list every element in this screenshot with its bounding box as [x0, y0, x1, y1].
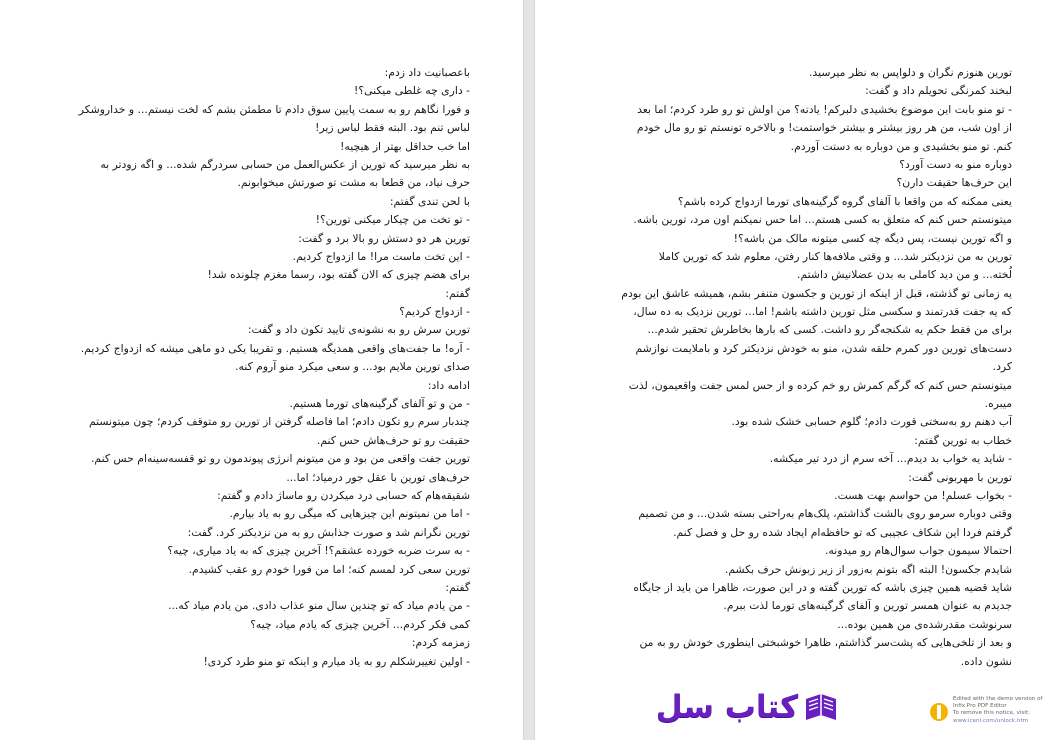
left-page-line: تورین نگرانم شد و صورت جذابش رو به من نزدیکتر کرد. گفت:: [187, 525, 470, 539]
right-page-line: نشون داده.: [960, 654, 1012, 668]
demo-version-notice: [929, 696, 1063, 740]
right-page-line: از اون شب، من هر روز بیشتر و بیشتر خواستمت! و بالاخره تونستم تو رو مال خودم: [636, 121, 1012, 135]
right-page-line: شایدم جکسون! البته اگه بتونم به‌زور از زیر زبونش حرف بکشم.: [724, 562, 1012, 576]
left-page-line: - داری چه غلطی میکنی؟!: [354, 84, 470, 98]
left-page-line: حقیقت رو تو حرف‌هاش حس کنم.: [316, 433, 470, 447]
right-page-line: دوباره منو به دست آورد؟: [899, 157, 1012, 171]
right-page-line: کرد.: [992, 360, 1012, 374]
book-icon: [804, 690, 838, 724]
left-page-line: تورین سعی کرد لمسم کنه؛ اما من فورا خودم رو عقب کشیدم.: [188, 562, 470, 576]
right-page-line: تورین هنوزم نگران و دلواپس به نظر میرسید.: [808, 66, 1012, 79]
right-page-line: میتونستم حس کنم که متعلق به کسی هستم... اما حس نمیکنم اون مرد، تورین باشه.: [633, 213, 1012, 227]
right-page-line: تورین با مهربونی گفت:: [908, 470, 1012, 484]
left-page-line: و فورا نگاهم رو به سمت پایین سوق دادم تا مطمئن بشم که لخت نیستم... و خداروشکر: [78, 102, 470, 116]
right-page-line: یعنی ممکنه که من واقعا با آلفای گروه گرگینه‌های تورما ازدواج کرده باشم؟: [677, 194, 1012, 208]
left-page-text: [60, 64, 470, 671]
right-page-line: دست‌های تورین دور کمرم حلقه شدن، منو به خودش نزدیکتر کرد و باملایمت نوازشم: [635, 341, 1012, 355]
right-page-line: میتونستم حس کنم که گرگم کمرش رو خم کرده و از حس لمس جفت واقعیمون، لذت: [628, 378, 1012, 392]
left-page-line: - آره! ما جفت‌های واقعی همدیگه هستیم. و تقریبا یکی دو ماهی میشه که ازدواج کردیم.: [80, 341, 470, 355]
right-page-line: کنم. تو منو بخشیدی و من دوباره به دستت آوردم.: [790, 139, 1012, 153]
left-page-line: اما خب حداقل بهتر از هیچیه!: [340, 139, 470, 153]
right-page-line: تورین به من نزدیکتر شد... و وقتی ملافه‌ها کنار رفتن، معلوم شد که تورین کاملا: [658, 249, 1012, 263]
right-page-line: برای من فقط حکم یه شکنجه‌گر رو داشت. کسی که بارها بخاطرش تحقیر شدم...: [647, 323, 1012, 337]
left-page-line: - من و تو آلفای گرگینه‌های تورما هستیم.: [289, 397, 470, 411]
left-page-line: با لحن تندی گفتم:: [389, 194, 470, 208]
right-page-line: و بعد از تلخی‌هایی که پشت‌سر گذاشتم، ظاهرا خوشبختی اینطوری خودش رو به من: [639, 636, 1012, 650]
right-page-line: که یه جفت قدرتمند و سکسی مثل تورین داشته باشم! اما... تورین نزدیک به ده سال،: [633, 305, 1012, 319]
right-page-line: وقتی دوباره سرمو روی بالشت گذاشتم، پلک‌هام به‌راحتی بسته شدن... و من تصمیم: [638, 507, 1012, 521]
left-page-line: ادامه داد:: [427, 378, 470, 392]
left-page-line: - این تخت ماست مرا! ما ازدواج کردیم.: [292, 249, 470, 263]
right-page-line: لبخند کمرنگی تحویلم داد و گفت:: [865, 84, 1012, 98]
left-page-line: صدای تورین ملایم بود... و سعی میکرد منو آروم کنه.: [235, 360, 470, 374]
left-page-line: - ازدواج کردیم؟: [399, 305, 470, 319]
right-page-line: و اگه تورین نیست، پس دیگه چه کسی میتونه مالک من باشه؟!: [733, 231, 1012, 245]
left-page-line: گفتم:: [445, 580, 470, 594]
right-page-line: شاید قضیه همین چیزی باشه که تورین گفته و در این صورت، ظاهرا من باید از جایگاه: [633, 580, 1012, 594]
page-gutter: [524, 0, 534, 740]
right-page-line: احتمالا سیمون جواب سوال‌هام رو میدونه.: [825, 544, 1012, 558]
left-page-line: لباس تنم بود. البته فقط لباس زیر!: [315, 121, 470, 135]
left-page-line: - اما من نمیتونم این چیزهایی که میگی رو به یاد بیارم.: [229, 507, 470, 521]
left-page: [0, 0, 524, 740]
left-page-line: تورین هر دو دستش رو بالا برد و گفت:: [298, 231, 470, 245]
left-page-line: - تو تخت من چیکار میکنی تورین؟!: [315, 213, 470, 227]
infix-logo-icon: [929, 702, 949, 722]
left-page-line: برای هضم چیزی که الان گفته بود، رسما مغزم چلونده شد!: [207, 268, 470, 282]
right-page-text: [599, 64, 1012, 671]
ketabsel-logo: [647, 684, 847, 730]
left-page-line: باعصبانیت داد زدم:: [384, 66, 470, 79]
right-page-line: خطاب به تورین گفتم:: [914, 433, 1012, 447]
right-page-line: گرفتم فردا این شکاف عجیبی که تو حافظه‌ام ایجاد شده رو حل و فصل کنم.: [673, 525, 1012, 539]
left-page-line: حرف نیاد، من قطعا به مشت تو صورتش میخوابونم.: [237, 176, 470, 190]
left-page-line: کمی فکر کردم... آخرین چیزی که یادم میاد، چیه؟: [250, 617, 470, 631]
right-page-line: یه زمانی تو گذشته، قبل از اینکه از تورین و جکسون متنفر بشم، همیشه عاشق این بودم: [621, 286, 1012, 300]
left-page-line: گفتم:: [445, 286, 470, 300]
right-page-line: - شاید یه خواب بد دیدم... آخه سرم از درد تیر میکشه.: [769, 452, 1012, 466]
logo-text: کتاب سل: [655, 689, 799, 725]
left-page-line: - به سرت ضربه خورده عشقم؟! آخرین چیزی که به یاد میاری، چیه؟: [167, 544, 470, 558]
left-page-line: زمزمه کردم:: [411, 636, 470, 650]
right-page-line: - تو منو بابت این موضوع بخشیدی دلبرکم! یادته؟ من اولش تو رو طرد کردم؛ اما بعد: [637, 102, 1012, 116]
right-page-line: میبره.: [984, 397, 1012, 411]
left-page-line: - من یادم میاد که تو چندین سال منو عذاب دادی. من یادم میاد که...: [168, 599, 470, 613]
unlock-link[interactable]: www.iceni.com/unlock.htm: [953, 717, 1029, 724]
right-page-line: آب دهنم رو به‌سختی قورت دادم؛ گلوم حسابی خشک شده بود.: [731, 415, 1012, 429]
right-page: [534, 0, 1063, 740]
right-page-line: - بخواب عسلم! من حواسم بهت هست.: [834, 488, 1012, 502]
notice-line-2: Infix Pro PDF Editor: [953, 703, 1007, 710]
right-page-line: لُخته... و من دید کاملی به بدن عضلانیش داشتم.: [797, 268, 1012, 282]
left-page-line: - اولین تغییرشکلم رو به یاد میارم و اینکه تو منو طرد کردی!: [203, 654, 470, 668]
right-page-line: جدیدم به عنوان همسر تورین و آلفای گرگینه‌های تورما لذت ببرم.: [723, 599, 1012, 613]
notice-line-1: Edited with the demo version of: [953, 696, 1043, 702]
right-page-line: سرنوشت مقدرشده‌ی من همین بوده...: [837, 617, 1012, 631]
notice-text: [953, 696, 1043, 725]
left-page-line: تورین سرش رو به نشونه‌ی تایید تکون داد و گفت:: [247, 323, 470, 337]
left-page-line: چندبار سرم رو تکون دادم؛ اما فاصله گرفتن از تورین رو متوقف کردم؛ چون میتونستم: [88, 415, 470, 429]
left-page-line: حرف‌های تورین با عقل جور درمیاد؛ اما...: [286, 470, 470, 484]
left-page-line: به نظر میرسید که تورین از عکس‌العمل من حسابی سردرگم شده... و اگه زودتر به: [100, 157, 470, 171]
left-page-line: شقیقه‌هام که حسابی درد میکردن رو ماساژ دادم و گفتم:: [217, 488, 470, 502]
right-page-line: این حرف‌ها حقیقت دارن؟: [896, 176, 1012, 190]
left-page-line: تورین جفت واقعی من بود و من میتونم انرژی پیوندمون رو تو قفسه‌سینه‌ام حس کنم.: [90, 452, 470, 466]
notice-line-3: To remove this notice, visit:: [953, 710, 1030, 717]
